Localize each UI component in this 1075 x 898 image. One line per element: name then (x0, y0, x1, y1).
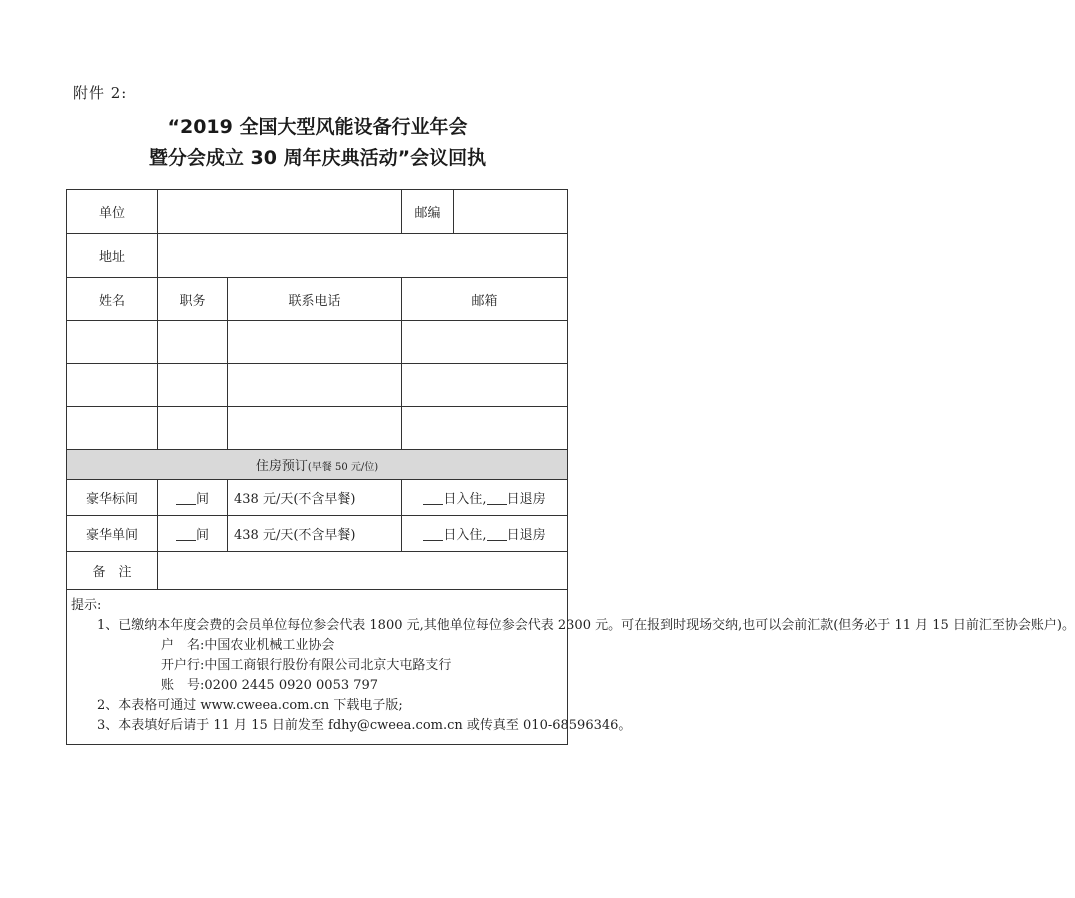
column-header-email: 邮箱 (402, 278, 568, 321)
attendee-email-field[interactable] (402, 407, 568, 450)
attendee-position-field[interactable] (158, 321, 228, 364)
account-name: 户 名:中国农业机械工业协会 (161, 638, 335, 653)
note-item-1: 1、已缴纳本年度会费的会员单位每位参会代表 1800 元,其他单位每位参会代表 2300 元。可在报到时现场交纳,也可以会前汇款(但务必于 11 月 15 日前汇至协会账户)。 (97, 618, 1075, 633)
room-type-label: 豪华标间 (67, 480, 158, 516)
attendee-position-field[interactable] (158, 364, 228, 407)
room-section-title: 住房预订 (255, 459, 308, 474)
note-item-3: 3、本表填好后请于 11 月 15 日前发至 fdhy@cweea.com.cn 或传真至 010-68596346。 (97, 718, 632, 733)
room-unit: 间 (195, 528, 209, 543)
checkin-label: 日入住, (443, 492, 487, 507)
attendee-email-field[interactable] (402, 364, 568, 407)
room-price: 438 元/天(不含早餐) (228, 516, 402, 552)
checkout-label: 日退房 (506, 492, 546, 507)
attendee-name-field[interactable] (67, 364, 158, 407)
attendee-row (67, 407, 568, 450)
notes-row (67, 590, 568, 745)
account-number: 账 号:0200 2445 0920 0053 797 (161, 678, 379, 693)
attachment-label: 附件 2: (73, 84, 128, 102)
checkin-day-blank[interactable] (423, 527, 443, 541)
room-row-single (67, 516, 568, 552)
attendee-phone-field[interactable] (228, 364, 402, 407)
attendee-name-field[interactable] (67, 407, 158, 450)
attendee-phone-field[interactable] (228, 321, 402, 364)
postcode-field[interactable] (454, 190, 568, 234)
document-title-line1: “2019 全国大型风能设备行业年会 (167, 116, 468, 138)
remarks-row (67, 552, 568, 590)
attendee-row (67, 364, 568, 407)
notes-section (67, 590, 1075, 745)
unit-label: 单位 (67, 190, 158, 234)
checkout-day-blank[interactable] (487, 491, 507, 505)
room-count-blank[interactable] (176, 527, 196, 541)
attendee-name-field[interactable] (67, 321, 158, 364)
column-header-position: 职务 (158, 278, 228, 321)
unit-row (67, 190, 568, 234)
attendee-row (67, 321, 568, 364)
room-type-label: 豪华单间 (67, 516, 158, 552)
attendee-header-row (67, 278, 568, 321)
room-section-note: (早餐 50 元/位) (307, 462, 379, 473)
checkin-label: 日入住, (443, 528, 487, 543)
document-title-line2: 暨分会成立 30 周年庆典活动”会议回执 (148, 147, 487, 169)
address-field[interactable] (158, 234, 568, 278)
room-count-blank[interactable] (176, 491, 196, 505)
note-item-2: 2、本表格可通过 www.cweea.com.cn 下载电子版; (97, 698, 403, 713)
notes-heading: 提示: (71, 598, 102, 613)
postcode-label: 邮编 (402, 190, 454, 234)
column-header-name: 姓名 (67, 278, 158, 321)
remarks-field[interactable] (158, 552, 568, 590)
attendee-email-field[interactable] (402, 321, 568, 364)
checkin-day-blank[interactable] (423, 491, 443, 505)
room-section-header (67, 450, 568, 480)
address-label: 地址 (67, 234, 158, 278)
attendee-position-field[interactable] (158, 407, 228, 450)
checkout-day-blank[interactable] (487, 527, 507, 541)
remarks-label: 备 注 (67, 552, 158, 590)
bank-name: 开户行:中国工商银行股份有限公司北京大屯路支行 (161, 658, 452, 673)
column-header-phone: 联系电话 (228, 278, 402, 321)
unit-field[interactable] (158, 190, 402, 234)
room-price: 438 元/天(不含早餐) (228, 480, 402, 516)
room-row-standard (67, 480, 568, 516)
room-unit: 间 (195, 492, 209, 507)
attendee-phone-field[interactable] (228, 407, 402, 450)
checkout-label: 日退房 (506, 528, 546, 543)
address-row (67, 234, 568, 278)
registration-form (66, 189, 1075, 745)
